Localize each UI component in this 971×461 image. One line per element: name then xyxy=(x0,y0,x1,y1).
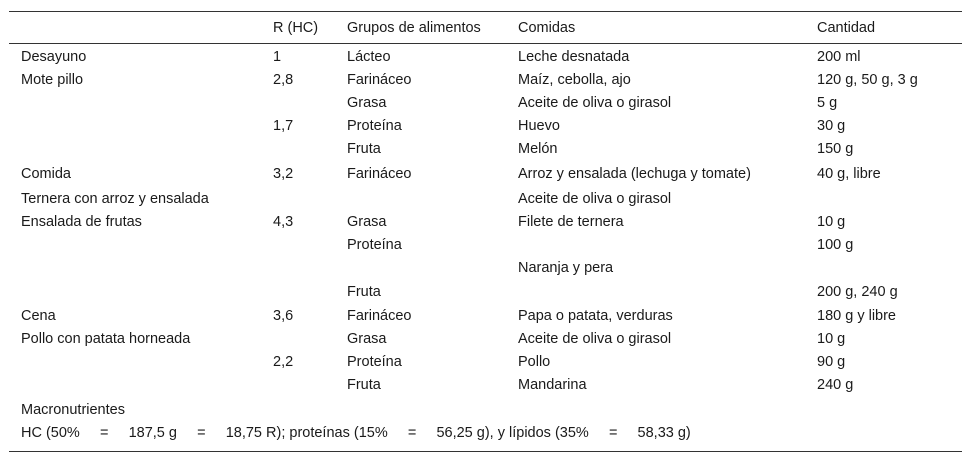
table-cell: Pollo xyxy=(518,354,551,370)
table-cell: Fruta xyxy=(347,141,381,157)
table-cell: Pollo con patata horneada xyxy=(21,331,191,347)
table-cell: Aceite de oliva o girasol xyxy=(518,191,672,207)
table-cell: Melón xyxy=(518,141,558,157)
table-cell: 2,2 xyxy=(273,354,294,370)
table-cell: Huevo xyxy=(518,118,560,134)
table-cell: Papa o patata, verduras xyxy=(518,308,673,324)
header-r-hc: R (HC) xyxy=(273,20,319,36)
table-cell: Ensalada de frutas xyxy=(21,214,142,230)
table-cell: 200 ml xyxy=(817,49,861,65)
table-cell: 5 g xyxy=(817,95,838,111)
table-cell: 10 g xyxy=(817,331,846,347)
table-cell: Mote pillo xyxy=(21,72,84,88)
table-cell: 240 g xyxy=(817,377,854,393)
table-header xyxy=(9,12,962,44)
table-cell: Naranja y pera xyxy=(518,260,614,276)
table-cell: Farináceo xyxy=(347,166,412,182)
table-cell: Aceite de oliva o girasol xyxy=(518,95,672,111)
table-cell: Fruta xyxy=(347,284,381,300)
table-cell: 1 xyxy=(273,49,282,65)
table-cell: 100 g xyxy=(817,237,854,253)
table-cell: Farináceo xyxy=(347,308,412,324)
table-cell: 3,6 xyxy=(273,308,294,324)
table-cell: Leche desnatada xyxy=(518,49,630,65)
table-cell: 200 g, 240 g xyxy=(817,284,898,300)
table-cell: 90 g xyxy=(817,354,846,370)
table-cell: Mandarina xyxy=(518,377,587,393)
header-grupos: Grupos de alimentos xyxy=(347,20,481,36)
footer-title: Macronutrientes xyxy=(21,402,125,418)
table-cell: Grasa xyxy=(347,95,387,111)
table-cell: Comida xyxy=(21,166,71,182)
header-comidas: Comidas xyxy=(518,20,576,36)
table-cell: Farináceo xyxy=(347,72,412,88)
table-cell: 120 g, 50 g, 3 g xyxy=(817,72,918,88)
table-cell: Cena xyxy=(21,308,56,324)
table-cell: Ternera con arroz y ensalada xyxy=(21,191,209,207)
table-cell: 4,3 xyxy=(273,214,294,230)
table-cell: 10 g xyxy=(817,214,846,230)
table-cell: Lácteo xyxy=(347,49,391,65)
nutrition-table xyxy=(9,11,962,452)
table-cell: Grasa xyxy=(347,214,387,230)
table-cell: Fruta xyxy=(347,377,381,393)
table-cell: Aceite de oliva o girasol xyxy=(518,331,672,347)
table-cell: Filete de ternera xyxy=(518,214,624,230)
table-cell: Proteína xyxy=(347,118,402,134)
table-cell: Desayuno xyxy=(21,49,87,65)
table-cell: 150 g xyxy=(817,141,854,157)
footer-macros: HC (50% = 187,5 g = 18,75 R); proteínas (15% = 56,25 g), y lípidos (35% = 58,33 g) xyxy=(21,425,691,441)
header-cantidad: Cantidad xyxy=(817,20,876,36)
table-cell: 1,7 xyxy=(273,118,294,134)
table-cell: 2,8 xyxy=(273,72,294,88)
table-cell: 40 g, libre xyxy=(817,166,881,182)
table-cell: Proteína xyxy=(347,354,402,370)
table-cell: Grasa xyxy=(347,331,387,347)
table-cell: 3,2 xyxy=(273,166,294,182)
table-cell: Arroz y ensalada (lechuga y tomate) xyxy=(518,166,751,182)
table-cell: Maíz, cebolla, ajo xyxy=(518,72,631,88)
table-cell: Proteína xyxy=(347,237,402,253)
table-cell: 180 g y libre xyxy=(817,308,896,324)
table-cell: 30 g xyxy=(817,118,846,134)
